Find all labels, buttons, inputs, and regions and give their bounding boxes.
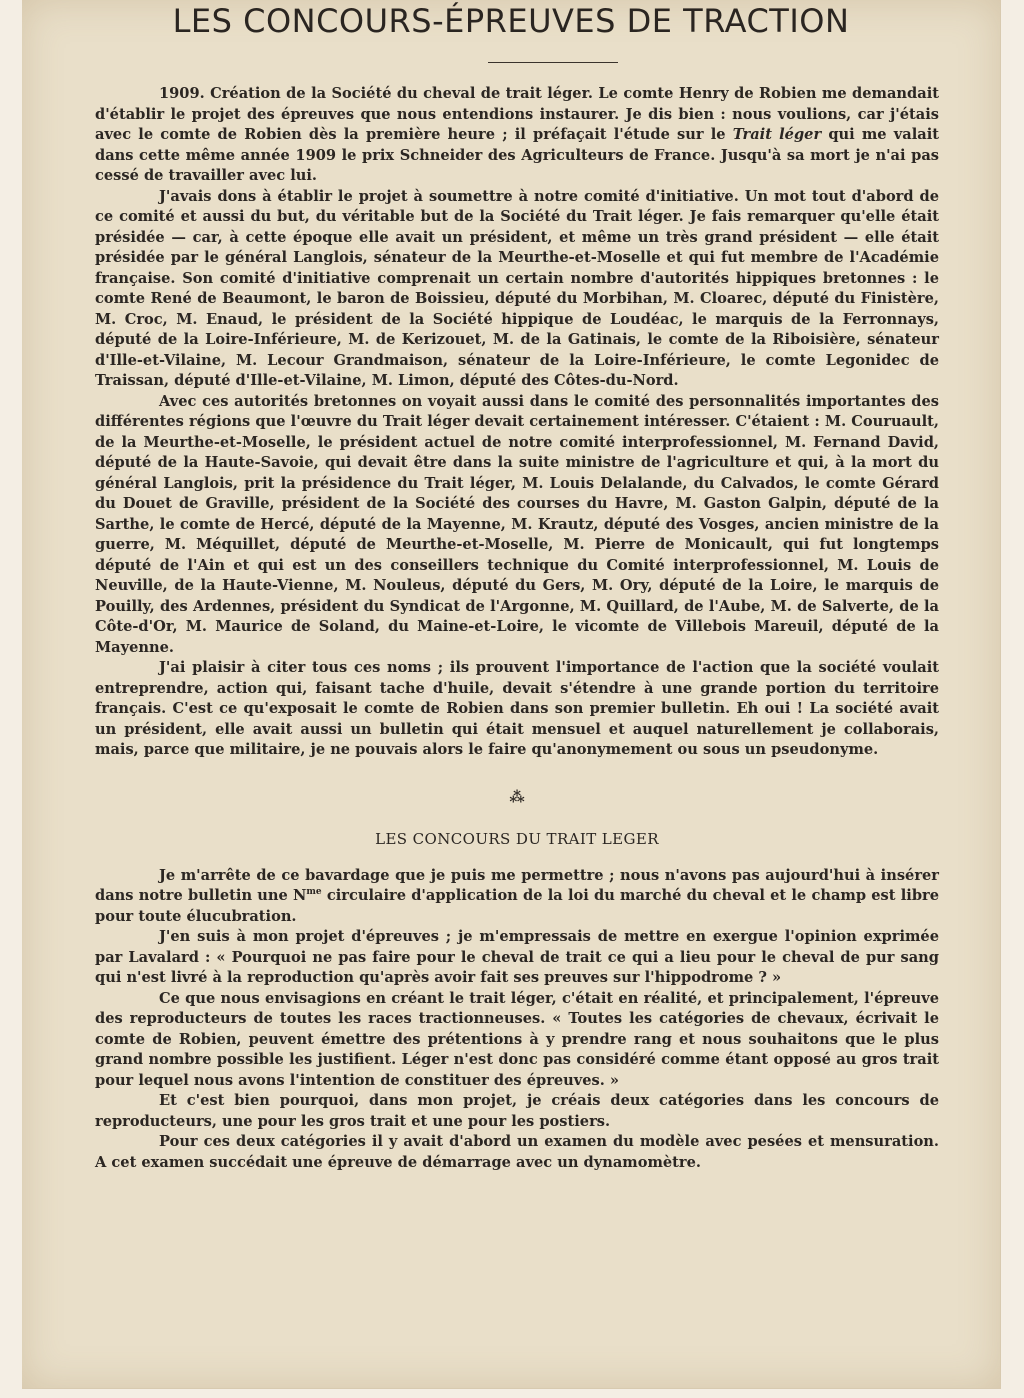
section-ornament: ⁂ [509,787,525,806]
document-page [22,0,1001,1389]
paragraph: J'avais dons à établir le projet à soumettre à notre comité d'initiative. Un mot tout d'abord de ce comité et aussi du but, du véritable but de la Société du Trait léger. Je fais remarquer qu'elle était présidée — car, à cette époque elle avait un président, et même un très grand président — elle était présidée par le général Langlois, sénateur de la Meurthe-et-Moselle et qui fut membre de l'Académie française. Son comité d'initiative comprenait un certain nombre d'autorités hippiques bretonnes : le comte René de Beaumont, le baron de Boissieu, député du Morbihan, M. Cloarec, député du Finistère, M. Croc, M. Enaud, le président de la Société hippique de Loudéac, le marquis de la Ferronnays, député de la Loire-Inférieure, M. de Kerizouet, M. de la Gatinais, le comte de la Riboisière, sénateur d'Ille-et-Vilaine, M. Lecour Grandmaison, sénateur de la Loire-Inférieure, le comte Legonidec de Traissan, député d'Ille-et-Vilaine, M. Limon, député des Côtes-du-Nord. [95,187,939,389]
section-heading: LES CONCOURS DU TRAIT LEGER [375,830,659,848]
paragraph: Je m'arrête de ce bavardage que je puis me permettre ; nous n'avons pas aujourd'hui à insérer dans notre bulletin une $N^{me}$ circulaire d'application de la loi du marché du cheval et le champ est libre pour toute élucubration. [95,866,939,925]
article-body [95,84,939,1173]
title-rule [488,62,618,63]
paragraph: Avec ces autorités bretonnes on voyait aussi dans le comité des personnalités importantes des différentes régions que l'œuvre du Trait léger devait certainement intéresser. C'étaient : M. Couruault, de la Meurthe-et-Moselle, le président actuel de notre comité interprofessionnel, M. Fernand David, député de la Haute-Savoie, qui devait être dans la suite ministre de l'agriculture et qui, à la mort du général Langlois, prit la présidence du Trait léger, M. Louis Delalande, du Calvados, le comte Gérard du Douet de Graville, président de la Société des courses du Havre, M. Gaston Galpin, député de la Sarthe, le comte de Hercé, député de la Mayenne, M. Krautz, député des Vosges, ancien ministre de la guerre, M. Méquillet, député de Meurthe-et-Moselle, M. Pierre de Monicault, qui fut longtemps député de l'Ain et qui est un des conseillers technique du Comité interprofessionnel, M. Louis de Neuville, de la Haute-Vienne, M. Nouleus, député du Gers, M. Ory, député de la Loire, le marquis de Pouilly, des Ardennes, président du Syndicat de l'Argonne, M. Quillard, de l'Aube, M. de Salverte, de la Côte-d'Or, M. Maurice de Soland, du Maine-et-Loire, le vicomte de Villebois Mareuil, député de la Mayenne. [95,392,939,656]
paragraph: Pour ces deux catégories il y avait d'abord un examen du modèle avec pesées et mensuration. A cet examen succédait une épreuve de démarrage avec un dynamomètre. [95,1133,939,1171]
paragraph: Et c'est bien pourquoi, dans mon projet, je créais deux catégories dans les concours de reproducteurs, une pour les gros trait et une pour les postiers. [95,1092,939,1130]
paragraph: J'en suis à mon projet d'épreuves ; je m'empressais de mettre en exergue l'opinion exprimée par Lavalard : « Pourquoi ne pas faire pour le cheval de trait ce qui a lieu pour le cheval de pur sang qui n'est livré à la reproduction qu'après avoir fait ses preuves sur l'hippodrome ? » [95,928,939,986]
paragraph: J'ai plaisir à citer tous ces noms ; ils prouvent l'importance de l'action que la société voulait entreprendre, action qui, faisant tache d'huile, devait s'étendre à une grande portion du territoire français. C'est ce qu'exposait le comte de Robien dans son premier bulletin. Eh oui ! La société avait un président, elle avait aussi un bulletin qui était mensuel et auquel naturellement je collaborais, mais, parce que militaire, je ne pouvais alors le faire qu'anonymement ou sous un pseudonyme. [95,659,939,758]
paragraph: Ce que nous envisagions en créant le trait léger, c'était en réalité, et principalement, l'épreuve des reproducteurs de toutes les races tractionneuses. « Toutes les catégories de chevaux, écrivait le comte de Robien, peuvent émettre des prétentions à y prendre rang et nous souhaitons que le plus grand nombre possible les justifient. Léger n'est donc pas considéré comme étant opposé au gros trait pour lequel nous avons l'intention de constituer des épreuves. » [95,989,939,1089]
page-title: LES CONCOURS-ÉPREUVES DE TRACTION [172,2,850,40]
paragraph: 1909. Création de la Société du cheval de trait léger. Le comte Henry de Robien me demandait d'établir le projet des épreuves que nous entendions instaurer. Je dis bien : nous voulions, car j'étais avec le comte de Robien dès la première heure ; il préfaçait l'étude sur le Trait léger qui me valait dans cette même année 1909 le prix Schneider des Agriculteurs de France. Jusqu'à sa mort je n'ai pas cessé de travailler avec lui. [95,85,939,184]
